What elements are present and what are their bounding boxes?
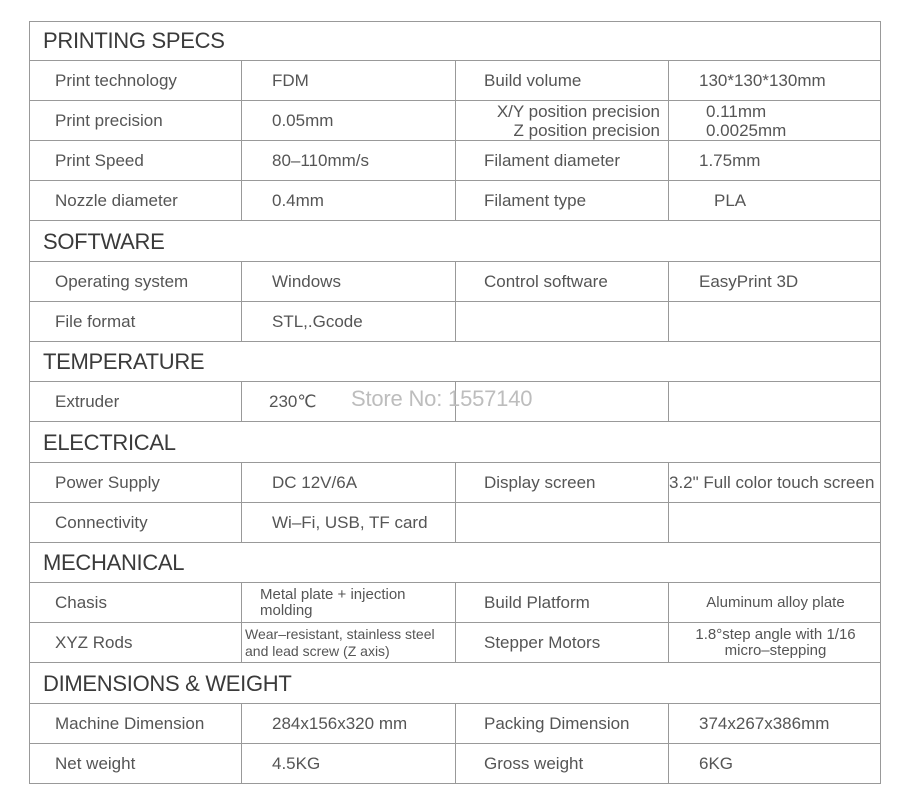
table-row [29, 302, 881, 342]
table-row [29, 141, 881, 181]
section-title: DIMENSIONS & WEIGHT [29, 663, 881, 704]
spec-value: 230℃ [242, 382, 456, 421]
spec-value: 284x156x320 mm [242, 704, 456, 743]
table-row [29, 704, 881, 744]
table-row [29, 623, 881, 663]
empty-cell [669, 302, 882, 341]
spec-label: Display screen [456, 463, 669, 502]
spec-value: 80–110mm/s [242, 141, 456, 180]
spec-label: Operating system [30, 262, 242, 301]
spec-value: EasyPrint 3D [699, 271, 799, 291]
spec-label: Power Supply [30, 463, 242, 502]
spec-value: 3.2" Full color touch screen [669, 472, 875, 492]
spec-value: 6KG [699, 753, 734, 773]
spec-label: Nozzle diameter [30, 181, 242, 220]
spec-value: 1.75mm [699, 150, 761, 170]
spec-label: Build volume [456, 61, 669, 100]
section-title: MECHANICAL [29, 543, 881, 583]
table-row [29, 503, 881, 543]
spec-label: Connectivity [30, 503, 242, 542]
spec-label: Stepper Motors [456, 623, 669, 662]
table-row [29, 181, 881, 221]
spec-value: 130*130*130mm [699, 70, 826, 90]
spec-label: Net weight [30, 744, 242, 783]
spec-label: File format [30, 302, 242, 341]
spec-label: Print technology [30, 61, 242, 100]
spec-value: 0.4mm [242, 181, 456, 220]
empty-cell [669, 382, 882, 421]
section-title: SOFTWARE [29, 221, 881, 262]
spec-label: Control software [456, 262, 669, 301]
spec-label: Machine Dimension [30, 704, 242, 743]
spec-label: Extruder [30, 382, 242, 421]
spec-value: DC 12V/6A [242, 463, 456, 502]
store-watermark: Store No: 1557140 [351, 386, 533, 411]
spec-value-stack [669, 101, 882, 140]
spec-value: 1.8°step angle with 1/16 micro–stepping [695, 625, 856, 659]
spec-label: Print precision [30, 101, 242, 140]
spec-label: XYZ Rods [30, 623, 242, 662]
spec-label: X/Y position precision [496, 101, 660, 121]
table-row [29, 744, 881, 784]
section-title: PRINTING SPECS [29, 21, 881, 61]
spec-value: Wear–resistant, stainless steel and lead screw (Z axis) [242, 623, 456, 662]
table-row [29, 61, 881, 101]
spec-value: Aluminum alloy plate [706, 594, 845, 611]
spec-label: Filament type [456, 181, 669, 220]
spec-value: 0.0025mm [706, 120, 787, 140]
table-row [29, 262, 881, 302]
table-row [29, 583, 881, 623]
spec-value: Metal plate + injection molding [242, 583, 456, 622]
empty-cell [456, 503, 669, 542]
spec-label: Z position precision [513, 120, 660, 140]
spec-value: 0.05mm [242, 101, 456, 140]
table-row [29, 101, 881, 141]
spec-value: 4.5KG [242, 744, 456, 783]
table-row [29, 463, 881, 503]
spec-value: PLA [714, 190, 747, 210]
empty-cell [669, 503, 882, 542]
spec-value: 374x267x386mm [699, 713, 830, 733]
spec-label: Packing Dimension [456, 704, 669, 743]
spec-value: Wi–Fi, USB, TF card [242, 503, 456, 542]
spec-value: FDM [242, 61, 456, 100]
spec-value: STL,.Gcode [242, 302, 456, 341]
spec-label: Build Platform [456, 583, 669, 622]
spec-label: Chasis [30, 583, 242, 622]
section-title: ELECTRICAL [29, 422, 881, 463]
spec-value: 0.11mm [706, 101, 767, 121]
spec-label-stack [456, 101, 669, 140]
section-title: TEMPERATURE [29, 342, 881, 382]
spec-label: Filament diameter [456, 141, 669, 180]
empty-cell [456, 302, 669, 341]
spec-label: Print Speed [30, 141, 242, 180]
spec-value: Windows [242, 262, 456, 301]
spec-label: Gross weight [456, 744, 669, 783]
